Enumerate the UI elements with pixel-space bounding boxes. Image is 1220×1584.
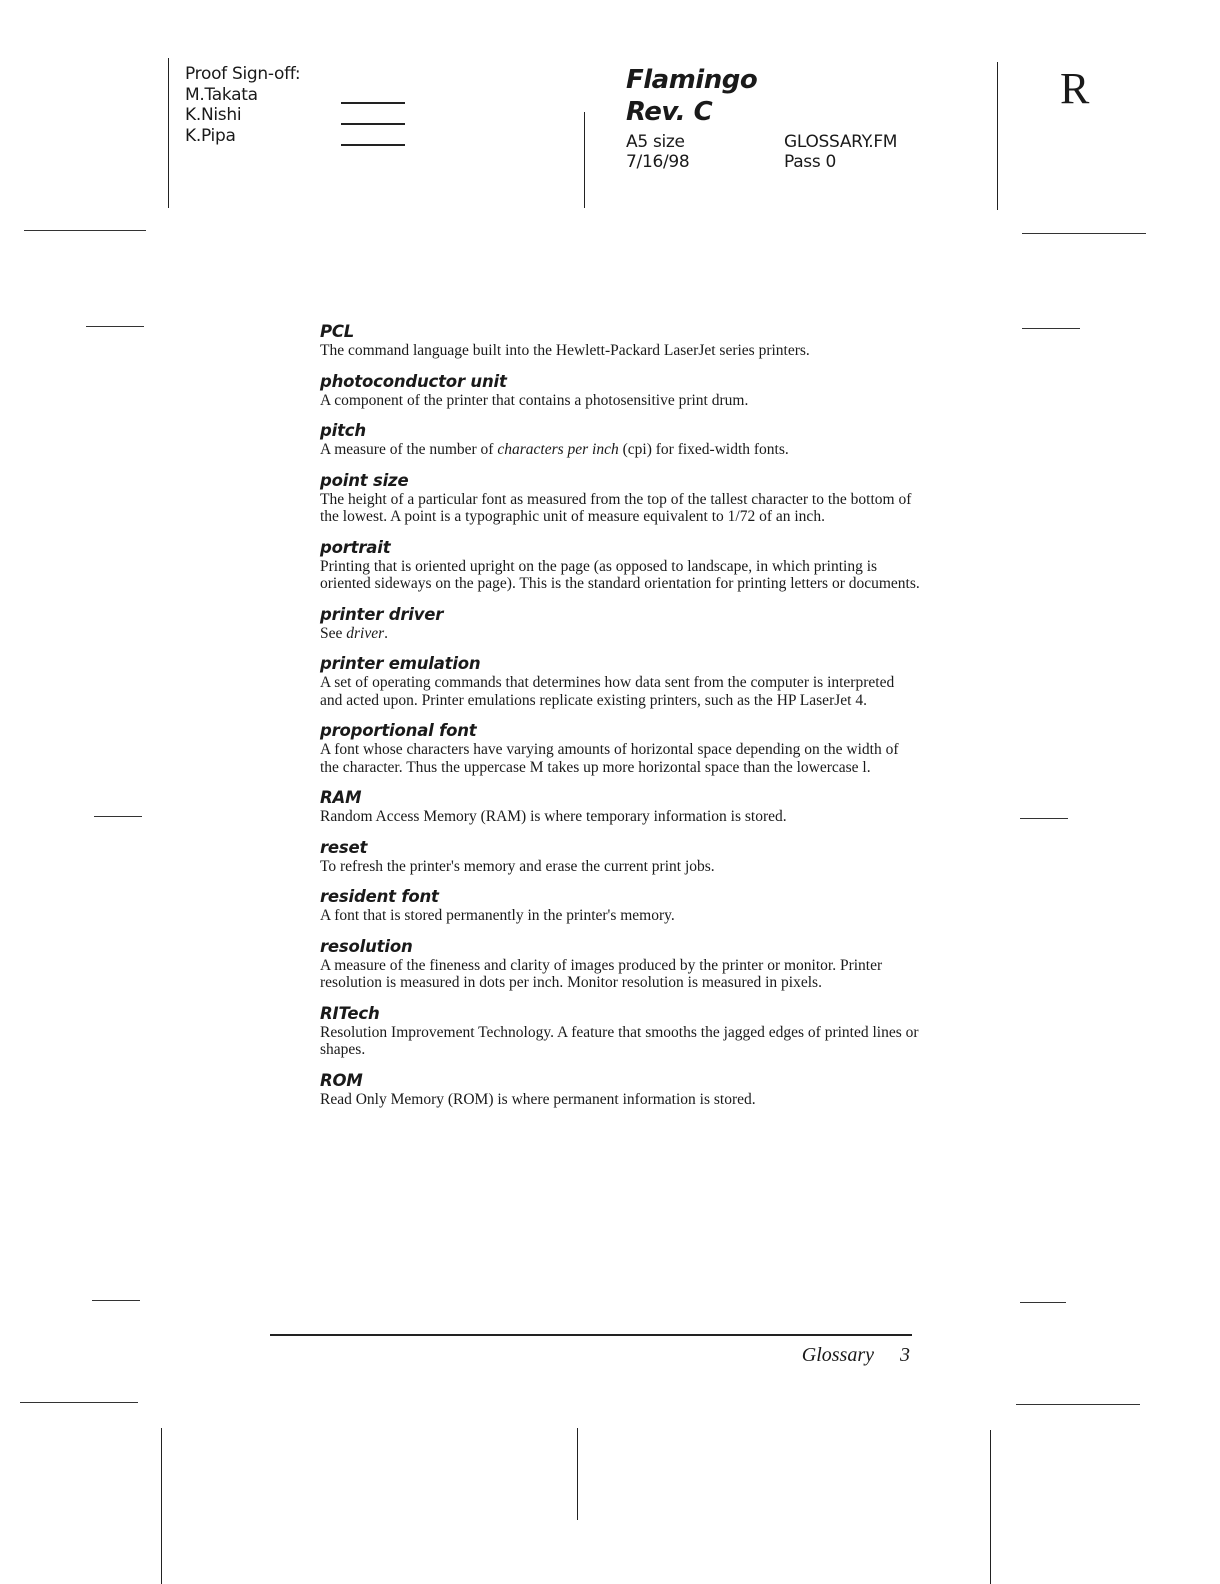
- crop-mark: [577, 1428, 578, 1520]
- crop-mark: [1020, 818, 1068, 819]
- glossary-term: RITech: [320, 1003, 380, 1023]
- glossary-entry: [320, 937, 920, 992]
- glossary-entry: [320, 471, 920, 526]
- crop-mark: [94, 816, 142, 817]
- glossary-entry: [320, 887, 920, 925]
- glossary-entry: [320, 421, 920, 459]
- glossary-entry: [320, 1071, 920, 1109]
- revision: Rev. C: [626, 97, 713, 127]
- glossary-term: printer driver: [320, 604, 444, 624]
- section-name: Glossary: [801, 1344, 874, 1366]
- glossary-term: PCL: [320, 322, 355, 341]
- glossary-term: RAM: [320, 788, 362, 807]
- glossary-entry: [320, 372, 920, 410]
- document-title: [626, 64, 757, 128]
- signature-line: [341, 102, 405, 104]
- proof-signoff: [185, 64, 300, 146]
- crop-mark: [997, 62, 998, 210]
- glossary-entry: [320, 654, 920, 709]
- glossary-definition: A set of operating commands that determines how data sent from the computer is interpreted and acted upon. Printer emulations replicate existing printers, such as the HP LaserJet 4.: [320, 674, 895, 709]
- glossary-term: printer emulation: [320, 654, 481, 673]
- glossary-entry: [320, 605, 920, 643]
- filename-label: GLOSSARY.FM: [784, 132, 898, 152]
- size-label: A5 size: [626, 132, 685, 152]
- glossary-term: pitch: [320, 421, 366, 440]
- glossary-definition: The height of a particular font as measured from the top of the tallest character to the bottom of the lowest. A point is a typographic unit of measure equivalent to 1/72 of an inch.: [320, 490, 912, 525]
- glossary-entry: [320, 838, 920, 876]
- glossary-definition: See driver.: [320, 624, 389, 642]
- pass-label: Pass 0: [784, 152, 837, 172]
- page-number: 3: [900, 1344, 910, 1366]
- glossary-term: point size: [320, 470, 409, 490]
- signer-name: K.Pipa: [185, 125, 236, 146]
- glossary-entry: [320, 788, 920, 826]
- glossary-definition: Printing that is oriented upright on the page (as opposed to landscape, in which printing is oriented sideways on the page). This is the standard orientation for printing letters or documents.: [320, 557, 920, 592]
- product-name: Flamingo: [626, 65, 758, 95]
- glossary-entry: [320, 538, 920, 593]
- crop-mark: [990, 1430, 991, 1584]
- crop-mark: [584, 112, 585, 208]
- crop-mark: [168, 58, 169, 208]
- crop-mark: [86, 326, 144, 327]
- glossary-definition: The command language built into the Hewlett-Packard LaserJet series printers.: [320, 342, 810, 359]
- crop-mark: [1016, 1404, 1140, 1405]
- glossary-definition: A font that is stored permanently in the printer's memory.: [320, 907, 675, 924]
- glossary-term: resolution: [320, 936, 413, 956]
- glossary-entry: [320, 322, 920, 360]
- signature-line: [341, 123, 405, 125]
- glossary-term: resident font: [320, 887, 439, 906]
- glossary-term: ROM: [320, 1070, 363, 1090]
- page-footer: [802, 1344, 910, 1367]
- signer-name: M.Takata: [185, 84, 258, 105]
- glossary-definition: A component of the printer that contains a photosensitive print drum.: [320, 391, 749, 409]
- glossary-list: [320, 322, 920, 1120]
- glossary-definition: Random Access Memory (RAM) is where temporary information is stored.: [320, 808, 787, 825]
- crop-mark: [92, 1300, 140, 1301]
- glossary-term: portrait: [320, 537, 391, 557]
- glossary-term: photoconductor unit: [320, 371, 507, 391]
- proof-label: Proof Sign-off:: [185, 64, 301, 84]
- signature-line: [341, 144, 405, 146]
- crop-mark: [161, 1428, 162, 1584]
- glossary-definition: A measure of the number of characters per inch (cpi) for fixed-width fonts.: [320, 441, 789, 458]
- signer-name: K.Nishi: [185, 105, 242, 125]
- crop-mark: [20, 1402, 138, 1403]
- glossary-definition: Resolution Improvement Technology. A feature that smooths the jagged edges of printed lines or shapes.: [320, 1023, 919, 1058]
- corner-letter: R: [1060, 64, 1090, 113]
- date-label: 7/16/98: [626, 152, 690, 172]
- glossary-definition: A measure of the fineness and clarity of images produced by the printer or monitor. Printer resolution is measured in dots per inch. Monitor resolution is measured in pixels.: [320, 956, 883, 991]
- glossary-term: proportional font: [320, 721, 477, 740]
- crop-mark: [1022, 328, 1080, 329]
- glossary-entry: [320, 721, 920, 776]
- cross-reference: driver: [346, 624, 385, 642]
- crop-mark: [1022, 233, 1146, 234]
- emphasis: characters per inch: [497, 441, 619, 458]
- crop-mark: [1020, 1302, 1066, 1303]
- glossary-term: reset: [320, 837, 368, 857]
- footer-rule: [270, 1334, 912, 1336]
- glossary-entry: [320, 1004, 920, 1059]
- glossary-definition: Read Only Memory (ROM) is where permanent information is stored.: [320, 1090, 756, 1108]
- glossary-definition: To refresh the printer's memory and erase the current print jobs.: [320, 857, 715, 875]
- glossary-definition: A font whose characters have varying amounts of horizontal space depending on the width of the character. Thus the uppercase M takes up more horizontal space than the lowercase l.: [320, 741, 899, 776]
- crop-mark: [24, 230, 146, 231]
